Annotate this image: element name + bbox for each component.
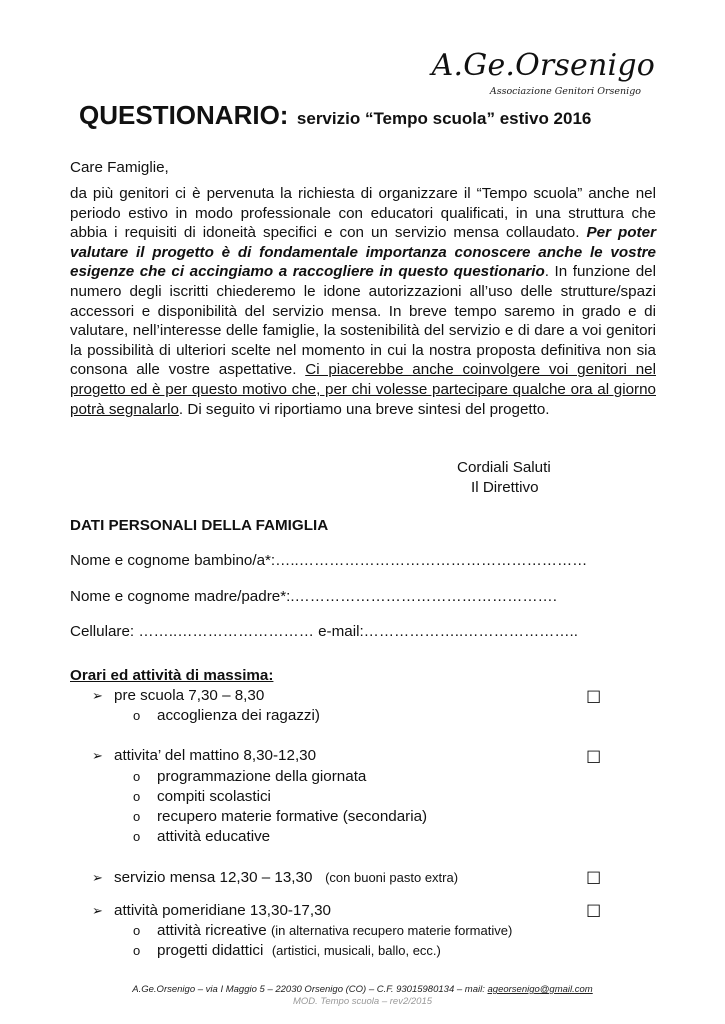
mattino-checkbox[interactable]: ☐ [586, 748, 602, 767]
mattino-sub-label: attività educative [157, 828, 271, 845]
footer-address [0, 984, 725, 995]
letter-body [70, 184, 656, 419]
logo-subtitle: Associazione Genitori Orsenigo [489, 86, 641, 97]
arrow-bullet-icon: ➢ [92, 748, 103, 763]
circle-bullet-icon: o [133, 809, 141, 824]
letter-p1-bold: Per poter valutare il progetto è di fondamentale importanza conoscere anche le vostre esigenze che ci accingiamo a raccogliere in questo questionario [70, 224, 656, 281]
mensa-label: servizio mensa 12,30 – 13,30 [114, 869, 313, 886]
arrow-bullet-icon: ➢ [92, 903, 103, 918]
schedule-heading: Orari ed attività di massima: [70, 667, 274, 684]
title-main: QUESTIONARIO: [79, 100, 289, 130]
list-item-mattino [92, 747, 316, 764]
letter-p2: . In funzione del numero degli iscritti chiederemo le idone autorizzazioni all’uso delle strutture/spazi accessori e disponibilità del servizio mensa. In breve tempo saremo in grado e di valutare, nell’interesse delle famiglie, la sostenibilità del servizio e di dare a voi genitori la possibilità di ulteriori scelte nel momento in cui la nostra proposta definitiva non sia consona alle vostre aspettative. [70, 263, 656, 379]
circle-bullet-icon: o [133, 923, 141, 938]
sub-item [133, 828, 270, 845]
footer-version: MOD. Tempo scuola – rev2/2015 [292, 996, 433, 1007]
footer-email-link[interactable]: ageorsenigo@gmail.com [487, 984, 593, 995]
contacts-field[interactable]: Cellulare: ……..……………………… e-mail:………………..………………….. [70, 623, 578, 640]
pre-scuola-label: pre scuola 7,30 – 8,30 [114, 687, 265, 704]
mattino-label: attivita’ del mattino 8,30-12,30 [114, 747, 317, 764]
circle-bullet-icon: o [133, 769, 141, 784]
arrow-bullet-icon: ➢ [92, 688, 103, 703]
circle-bullet-icon: o [133, 708, 141, 723]
parent-name-field[interactable]: Nome e cognome madre/padre*:.……………………………………………. [70, 588, 557, 605]
pomeriggio-label: attività pomeridiane 13,30-17,30 [114, 902, 331, 919]
letter-p1: da più genitori ci è pervenuta la richiesta di organizzare il “Tempo scuola” anche nel periodo estivo in modo professionale con educatori qualificati, in una struttura che abbia i requisiti di idoneità specifici e con un servizio mensa collaudato. [70, 185, 656, 242]
sub-item [133, 922, 512, 939]
letter-p3: . Di seguito vi riportiamo una breve sintesi del progetto. [178, 400, 550, 418]
mattino-sub-label: compiti scolastici [157, 788, 271, 805]
sub-item [133, 808, 427, 825]
arrow-bullet-icon: ➢ [92, 870, 103, 885]
didattici-note: (artistici, musicali, ballo, ecc.) [271, 943, 441, 958]
pre-scuola-checkbox[interactable]: ☐ [586, 688, 602, 707]
mensa-note: (con buoni pasto extra) [325, 870, 459, 885]
closing: Cordiali Saluti [457, 459, 551, 476]
list-item-pre-scuola [92, 687, 264, 704]
footer-address-text: A.Ge.Orsenigo – via I Maggio 5 – 22030 Orsenigo (CO) – C.F. 93015980134 – mail: [132, 984, 488, 995]
sub-item [133, 942, 441, 959]
circle-bullet-icon: o [133, 943, 141, 958]
page-title [79, 100, 591, 131]
sub-item [133, 788, 271, 805]
list-item-pomeriggio [92, 902, 331, 919]
circle-bullet-icon: o [133, 829, 141, 844]
circle-bullet-icon: o [133, 789, 141, 804]
sub-item [133, 768, 366, 785]
personal-data-heading: DATI PERSONALI DELLA FAMIGLIA [70, 517, 329, 534]
signature: Il Direttivo [471, 479, 539, 496]
association-logo [432, 50, 655, 97]
child-name-field[interactable]: Nome e cognome bambino/a*:…..………………………………………………… [70, 552, 588, 569]
list-item-mensa [92, 869, 458, 886]
mensa-checkbox[interactable]: ☐ [586, 869, 602, 888]
mattino-sub-label: programmazione della giornata [157, 768, 367, 785]
ricreative-note: (in alternativa recupero materie formative) [270, 923, 513, 938]
didattici-label: progetti didattici [157, 942, 264, 959]
letter-p2-underline: Ci piacerebbe anche coinvolgere voi genitori nel progetto ed è per questo motivo che, per chi volesse partecipare qualche ora al giorno potrà segnalarlo [70, 361, 656, 418]
title-sub: servizio “Tempo scuola” estivo 2016 [296, 109, 592, 128]
mattino-sub-label: recupero materie formative (secondaria) [157, 808, 428, 825]
pre-scuola-sub-label: accoglienza dei ragazzi) [157, 707, 320, 724]
logo-name: A.Ge.Orsenigo [431, 48, 655, 83]
sub-item [133, 707, 320, 724]
pomeriggio-checkbox[interactable]: ☐ [586, 902, 602, 921]
ricreative-label: attività ricreative [157, 922, 267, 939]
salutation: Care Famiglie, [70, 159, 169, 176]
